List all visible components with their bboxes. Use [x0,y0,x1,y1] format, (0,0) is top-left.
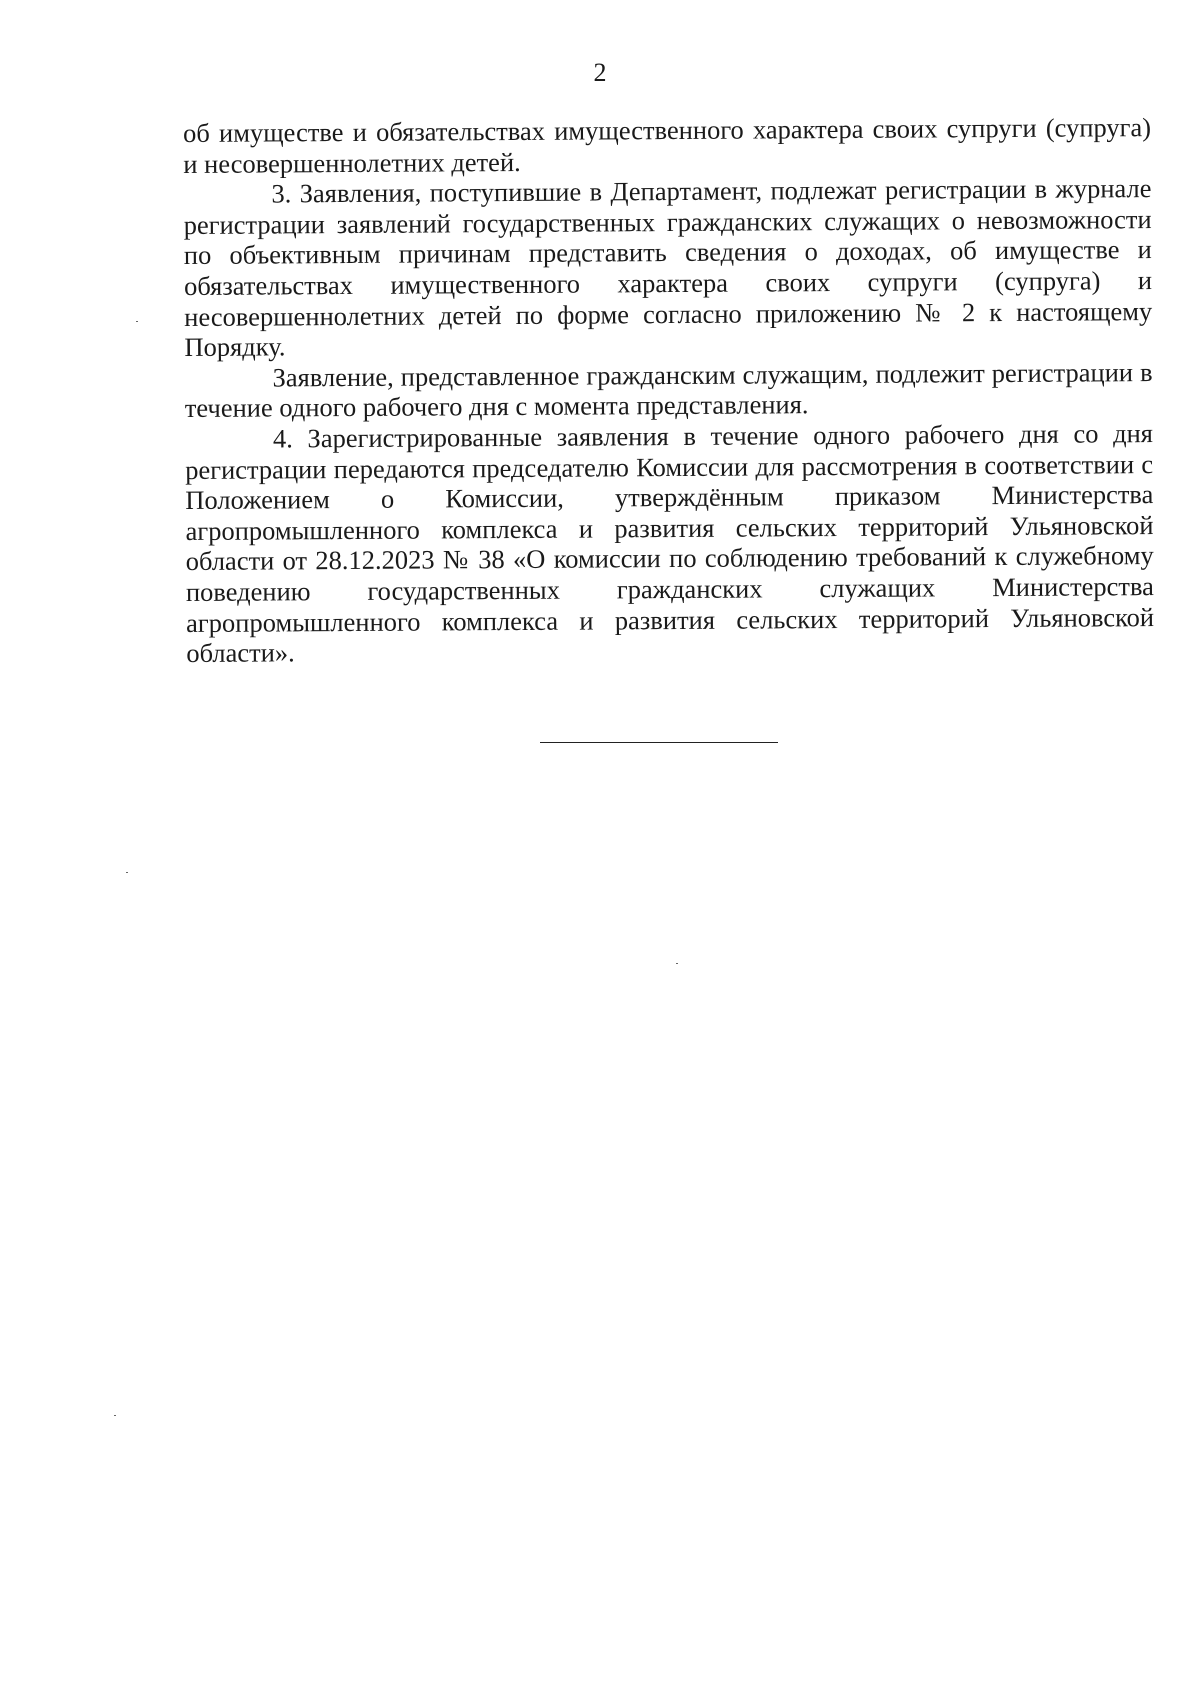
paragraph-item-4: 4. Зарегистрированные заявления в течение одного рабочего дня со дня регистрации передаются председателю Комиссии для рассмотрения в соответствии с Положением о Комиссии, утверждённым приказом Министерства агропромышленного комплекса и развития сельских территорий Ульяновской области от 28.12.2023 № 38 «О комиссии по соблюдению требований к служебному поведению государственных гражданских служащих Министерства агропромышленного комплекса и развития сельских территорий Ульяновской области». [185,418,1155,669]
end-separator-line [540,742,778,743]
scan-speck [126,872,128,873]
scan-speck [114,1415,116,1416]
paragraph-continuation: об имуществе и обязательствах имущественного характера своих супруги (супруга) и несовершеннолетних детей. [183,112,1152,179]
paragraph-registration: Заявление, представленное гражданским служащим, подлежит регистрации в течение одного рабочего дня с момента представления. [184,356,1153,424]
scan-speck [136,321,138,322]
paragraph-item-3: 3. Заявления, поступившие в Департамент, подлежат регистрации в журнале регистрации заявлений государственных гражданских служащих о невозможности по объективным причинам представить сведения о доходах, об имуществе и обязательствах имущественного характера своих супруги (супруга) и несовершеннолетних детей по форме согласно приложению № 2 к настоящему Порядку. [183,173,1153,363]
page-number: 2 [593,58,607,87]
scan-speck [676,963,678,964]
document-body [183,112,1154,669]
